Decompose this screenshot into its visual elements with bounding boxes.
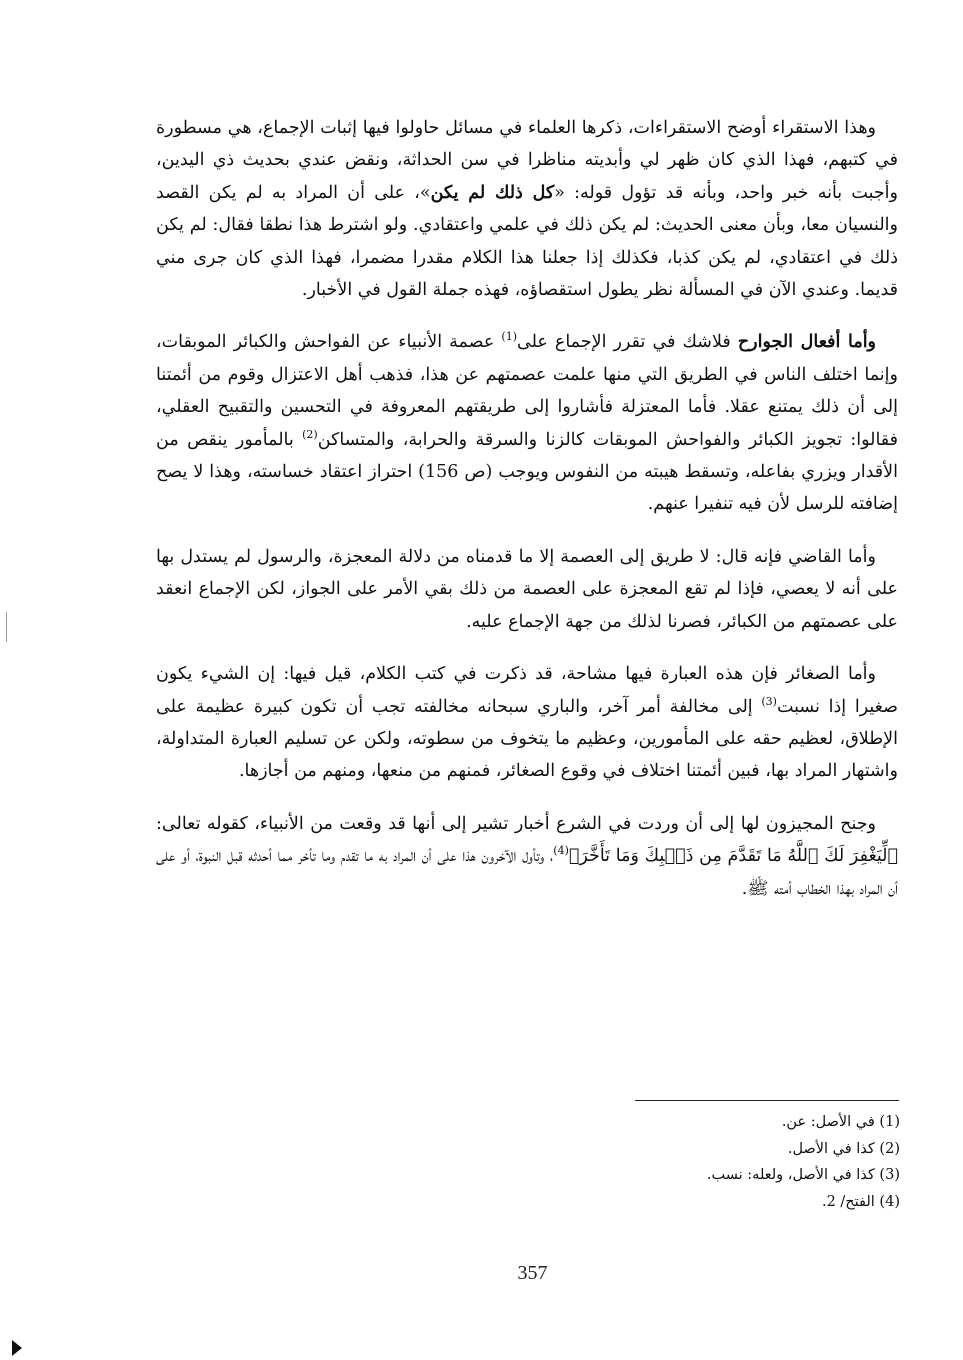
scan-margin-mark xyxy=(6,612,7,642)
paragraph-1-bold-quote: كل ذلك لم يكن xyxy=(430,182,555,203)
paragraph-5-text-a: وجنح المجيزون لها إلى أن وردت في الشرع أخبار تشير إلى أنها قد وقعت من الأنبياء، كقوله تعالى: xyxy=(156,813,876,834)
paragraph-4-text-a: وأما الصغائر فإن هذه العبارة فيها مشاحة، قد ذكرت في كتب الكلام، قيل فيها: إن الشيء يكون صغيرا إذا نسبت xyxy=(156,664,898,717)
paragraph-3-text: وأما القاضي فإنه قال: لا طريق إلى العصمة إلا ما قدمناه من دلالة المعجزة، والرسول لم يستدل بها على أنه لا يعصي، فإذا لم تقع المعجزة على العصمة من ذلك بقي الأمر على الجواز، لكن الإجماع انعقد على عصمتهم من الكبائر، فصرنا لذلك من جهة الإجماع عليه. xyxy=(156,546,898,632)
footnote-4: (4) الفتح/ 2. xyxy=(821,1193,900,1210)
footnote-ref-4: (4) xyxy=(553,844,569,858)
paragraph-2 xyxy=(156,326,898,520)
paragraph-4-text-b: إلى مخالفة أمر آخر، والباري سبحانه مخالفته تجب أن تكون كبيرة عظيمة على الإطلاق، لعظيم حقه على المأمورين، وعظيم ما يتخوف من سطوته، ولكن عن تسليم العبارة المتداولة، واشتهار المراد بها، فبين أئمتنا اختلاف في وقوع الصغائر، فمنهم من منعها، ومنهم من أجازها. xyxy=(156,696,898,782)
paragraph-1 xyxy=(156,112,898,306)
footnote-ref-1: (1) xyxy=(501,330,517,344)
paragraph-2-text-a: فلاشك في تقرر الإجماع على xyxy=(516,332,738,353)
footnote-3: (3) كذا في الأصل، ولعله: نسب. xyxy=(706,1167,900,1183)
paragraph-5-text-b: ، وتأول الآخرون هذا على أن المراد به ما تقدم وما تأخر مما أحدثه قبل النبوة، أو على أن المراد بهذا الخطاب أمته ﷺ. xyxy=(156,846,898,899)
footnote-1: (1) في الأصل: عن. xyxy=(781,1114,900,1130)
paragraph-1-text-a: وهذا الاستقراء أوضح الاستقراءات، ذكرها العلماء في مسائل حاولوا فيها إثبات الإجماع، هي مسطورة في كتبهم، فهذا الذي كان ظهر لي وأبديته مناظرا في سن الحداثة، ونقض عندي بحديث ذي اليدين، وأجبت بأنه خبر واحد، وبأنه قد تؤول قوله: « xyxy=(156,118,898,203)
footnotes xyxy=(520,1109,900,1215)
scan-corner-mark xyxy=(12,1340,22,1356)
footnote-2: (2) كذا في الأصل. xyxy=(787,1140,900,1157)
paragraph-1-text-b: »، على أن المراد به لم يكن القصد والنسيان معا، وبأن معنى الحديث: لم يكن ذلك في علمي واعتقادي. ولو اشترط هذا نطقا فقال: لم يكن ذلك في اعتقادي، لم يكن كذبا، فكذلك إذا جعلنا هذا الكلام مقدرا مضمرا، فهذا الذي كان جرى مني قديما. وعندي الآن في المسألة نظر يطول استقصاؤه، فهذه جملة القول في الأخبار. xyxy=(156,182,898,301)
footnote-ref-3: (3) xyxy=(761,694,777,708)
footnote-divider xyxy=(635,1100,899,1101)
page-number: 357 xyxy=(517,1262,548,1284)
quran-verse: ﴿لِّيَغْفِرَ لَكَ ٱللَّهُ مَا تَقَدَّمَ مِن ذَنۢبِكَ وَمَا تَأَخَّرَ﴾ xyxy=(568,846,898,867)
paragraph-2-text-c: بالمأمور ينقص من الأقدار ويزري بفاعله، وتسقط هيبته من النفوس ويوجب (ص 156) احتراز اعتقاد خساسته، وهذا لا يصح إضافته للرسل لأن فيه تنفيرا عنهم. xyxy=(156,429,899,515)
footnote-ref-2: (2) xyxy=(302,427,318,441)
paragraph-3 xyxy=(156,541,898,638)
paragraph-5 xyxy=(156,808,898,905)
paragraph-2-heading: وأما أفعال الجوارح xyxy=(737,332,877,353)
paragraph-2-text-b: عصمة الأنبياء عن الفواحش والكبائر الموبقات، وإنما اختلف الناس في الطريق التي منها علمت عصمتهم عن هذا، فذهب أهل الاعتزال وقوم من أئمتنا إلى أن ذلك يمتنع عقلا. فأما المعتزلة فأشاروا إلى طريقتهم المعروفة في التحسين والتقبيح العقلي، فقالوا: تجويز الكبائر والفواحش الموبقات كالزنا والسرقة والحرابة، والمتساكن xyxy=(156,332,898,450)
page-body xyxy=(156,112,898,925)
paragraph-4 xyxy=(156,658,898,788)
